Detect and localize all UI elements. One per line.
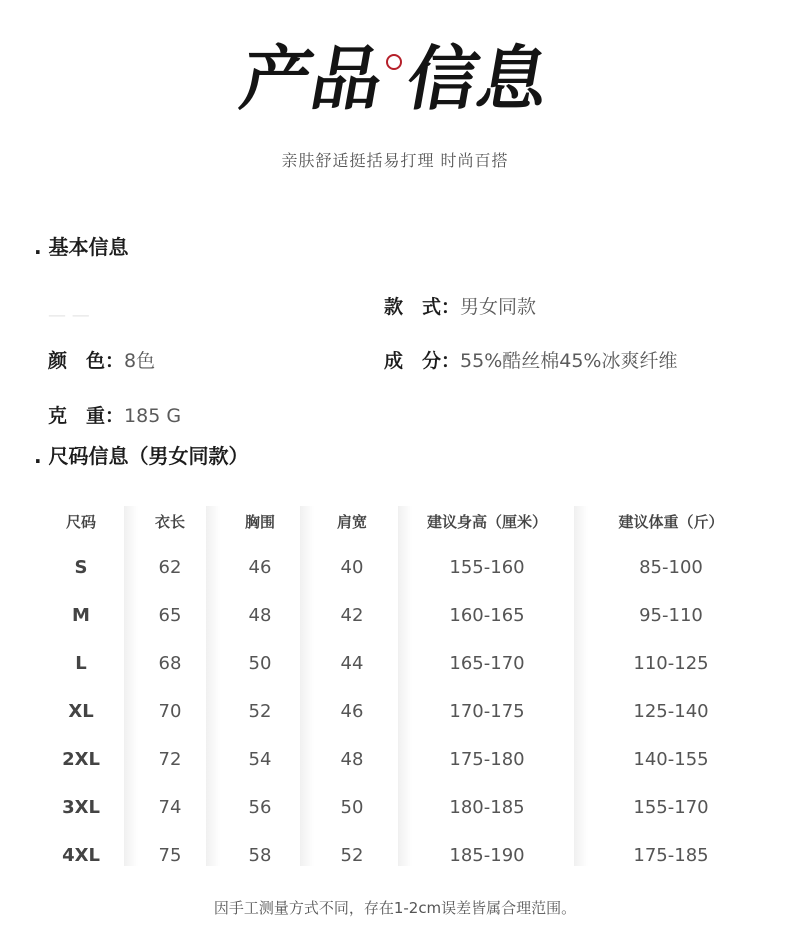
style-row	[384, 292, 536, 319]
table-cell-size: S	[74, 557, 88, 578]
table-cell-size: L	[75, 653, 87, 674]
table-cell-height: 185-190	[449, 845, 525, 866]
color-row	[48, 346, 155, 373]
table-cell-length: 65	[158, 605, 182, 626]
table-cell-height: 180-185	[449, 797, 525, 818]
table-cell-height: 165-170	[449, 653, 525, 674]
table-cell-size: 2XL	[62, 749, 100, 770]
style-value: 男女同款	[460, 296, 537, 318]
table-cell-shoulder: 46	[340, 701, 364, 722]
column-header-length: 衣长	[154, 513, 185, 531]
color-value: 8色	[124, 350, 156, 372]
table-cell-shoulder: 40	[340, 557, 364, 578]
size-table	[36, 496, 766, 884]
column-chest	[214, 496, 306, 884]
column-header-height: 建议身高（厘米）	[426, 513, 547, 531]
column-size	[36, 496, 126, 884]
column-header-size: 尺码	[65, 513, 96, 531]
size-info-heading: . 尺码信息（男女同款）	[34, 444, 249, 468]
column-height	[398, 496, 576, 884]
faded-placeholder: — —	[48, 305, 90, 326]
material-key: 成 分：	[384, 350, 461, 372]
material-value: 55%酷丝棉45%冰爽纤维	[460, 350, 678, 372]
table-cell-chest: 58	[248, 845, 272, 866]
table-cell-height: 160-165	[449, 605, 525, 626]
table-cell-length: 72	[158, 749, 182, 770]
table-cell-length: 70	[158, 701, 182, 722]
table-cell-length: 74	[158, 797, 182, 818]
table-cell-weight: 125-140	[633, 701, 709, 722]
column-header-weight: 建议体重（斤）	[618, 513, 724, 531]
measurement-note: 因手工测量方式不同，存在1-2cm误差皆属合理范围。	[213, 899, 577, 917]
style-key: 款 式：	[384, 296, 461, 318]
title-right: 信息	[400, 37, 556, 120]
weight-row	[48, 401, 181, 428]
table-cell-chest: 46	[248, 557, 272, 578]
table-cell-chest: 52	[248, 701, 272, 722]
table-cell-height: 155-160	[449, 557, 525, 578]
column-weight	[576, 496, 766, 884]
table-cell-size: 4XL	[62, 845, 100, 866]
table-cell-height: 170-175	[449, 701, 525, 722]
table-cell-shoulder: 50	[340, 797, 364, 818]
table-cell-weight: 140-155	[633, 749, 709, 770]
table-cell-size: M	[72, 605, 90, 626]
table-cell-weight: 155-170	[633, 797, 709, 818]
weight-key: 克 重：	[48, 405, 125, 427]
table-cell-chest: 54	[248, 749, 272, 770]
table-cell-length: 75	[158, 845, 182, 866]
table-cell-shoulder: 52	[340, 845, 364, 866]
subtitle: 亲肤舒适挺括易打理 时尚百搭	[281, 151, 509, 170]
material-row	[384, 346, 677, 373]
table-cell-weight: 85-100	[639, 557, 703, 578]
table-cell-chest: 50	[248, 653, 272, 674]
table-cell-size: XL	[68, 701, 94, 722]
table-cell-weight: 110-125	[633, 653, 709, 674]
title-left: 产品	[234, 37, 390, 120]
table-cell-chest: 56	[248, 797, 272, 818]
table-cell-length: 68	[158, 653, 182, 674]
circle-dot-icon	[386, 54, 402, 70]
color-key: 颜 色：	[48, 350, 125, 372]
basic-info-heading: . 基本信息	[34, 235, 129, 259]
table-cell-weight: 95-110	[639, 605, 703, 626]
table-cell-size: 3XL	[62, 797, 100, 818]
table-cell-shoulder: 42	[340, 605, 364, 626]
column-header-shoulder: 肩宽	[336, 513, 367, 531]
table-cell-weight: 175-185	[633, 845, 709, 866]
page-title	[0, 36, 790, 126]
column-shoulder	[306, 496, 398, 884]
weight-value: 185 G	[124, 405, 182, 427]
column-header-chest: 胸围	[244, 513, 275, 531]
table-cell-height: 175-180	[449, 749, 525, 770]
table-cell-shoulder: 44	[340, 653, 364, 674]
table-cell-chest: 48	[248, 605, 272, 626]
table-cell-shoulder: 48	[340, 749, 364, 770]
column-length	[126, 496, 214, 884]
table-cell-length: 62	[158, 557, 182, 578]
